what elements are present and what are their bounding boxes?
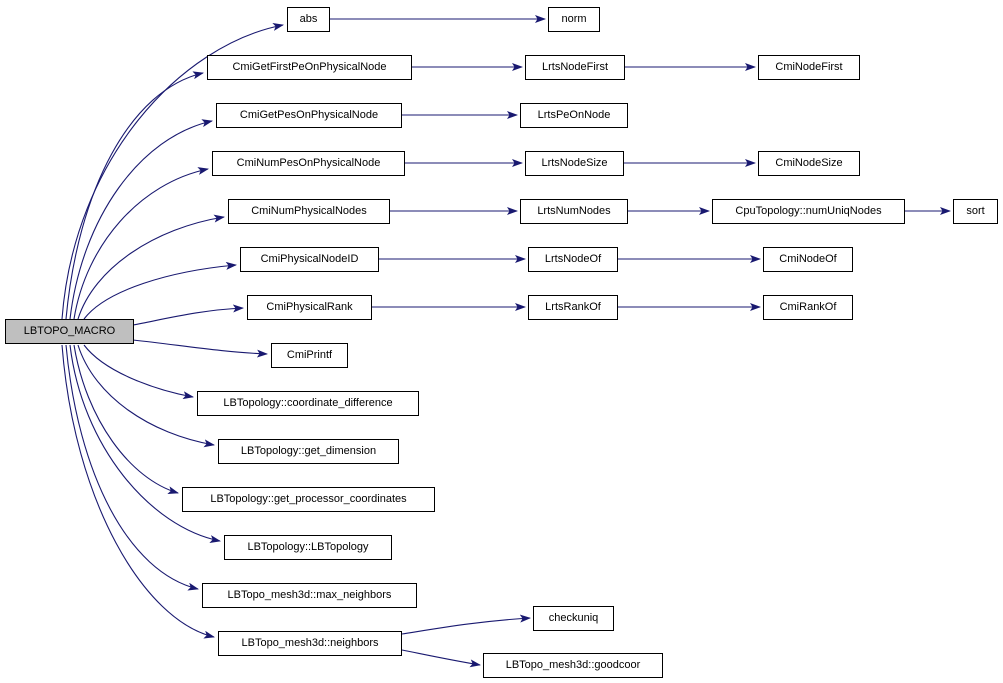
node-cmi-num-pes-on-physical-node[interactable]: CmiNumPesOnPhysicalNode: [212, 151, 405, 176]
edge-root-cmigetpes: [70, 121, 212, 319]
node-cpu-topology-num-uniq-nodes[interactable]: CpuTopology::numUniqNodes: [712, 199, 905, 224]
node-lbtopology-get-dimension[interactable]: LBTopology::get_dimension: [218, 439, 399, 464]
node-lrts-rank-of[interactable]: LrtsRankOf: [528, 295, 618, 320]
edge-root-cmiphysicalrank: [133, 308, 243, 325]
node-sort[interactable]: sort: [953, 199, 998, 224]
node-norm[interactable]: norm: [548, 7, 600, 32]
node-cmi-printf[interactable]: CmiPrintf: [271, 343, 348, 368]
node-lbtopology-get-processor-coordinates[interactable]: LBTopology::get_processor_coordinates: [182, 487, 435, 512]
node-abs[interactable]: abs: [287, 7, 330, 32]
node-lbtopo-mesh3d-goodcoor[interactable]: LBTopo_mesh3d::goodcoor: [483, 653, 663, 678]
node-lrts-node-of[interactable]: LrtsNodeOf: [528, 247, 618, 272]
node-lrts-node-size[interactable]: LrtsNodeSize: [525, 151, 624, 176]
node-cmi-get-pes-on-physical-node[interactable]: CmiGetPesOnPhysicalNode: [216, 103, 402, 128]
edge-root-cmigetfirstpe: [66, 73, 203, 319]
node-cmi-physical-rank[interactable]: CmiPhysicalRank: [247, 295, 372, 320]
edge-root-maxneighbors: [66, 345, 198, 589]
node-cmi-node-first[interactable]: CmiNodeFirst: [758, 55, 860, 80]
node-lbtopo-macro: LBTOPO_MACRO: [5, 319, 134, 344]
node-lbtopo-mesh3d-max-neighbors[interactable]: LBTopo_mesh3d::max_neighbors: [202, 583, 417, 608]
node-cmi-num-physical-nodes[interactable]: CmiNumPhysicalNodes: [228, 199, 390, 224]
edge-neighbors-checkuniq: [402, 618, 530, 634]
node-lrts-num-nodes[interactable]: LrtsNumNodes: [520, 199, 628, 224]
edge-neighbors-goodcoor: [402, 650, 480, 665]
node-lbtopology-coordinate-difference[interactable]: LBTopology::coordinate_difference: [197, 391, 419, 416]
node-cmi-physical-node-id[interactable]: CmiPhysicalNodeID: [240, 247, 379, 272]
node-cmi-get-first-pe-on-physical-node[interactable]: CmiGetFirstPeOnPhysicalNode: [207, 55, 412, 80]
edge-root-coordinatedifference: [84, 345, 193, 397]
node-cmi-node-size[interactable]: CmiNodeSize: [758, 151, 860, 176]
node-lbtopology-lbtopology[interactable]: LBTopology::LBTopology: [224, 535, 392, 560]
node-cmi-rank-of[interactable]: CmiRankOf: [763, 295, 853, 320]
node-checkuniq[interactable]: checkuniq: [533, 606, 614, 631]
node-cmi-node-of[interactable]: CmiNodeOf: [763, 247, 853, 272]
node-lrts-node-first[interactable]: LrtsNodeFirst: [525, 55, 625, 80]
edge-root-cmiprintf: [133, 340, 267, 354]
node-lrts-pe-on-node[interactable]: LrtsPeOnNode: [520, 103, 628, 128]
node-lbtopo-mesh3d-neighbors[interactable]: LBTopo_mesh3d::neighbors: [218, 631, 402, 656]
